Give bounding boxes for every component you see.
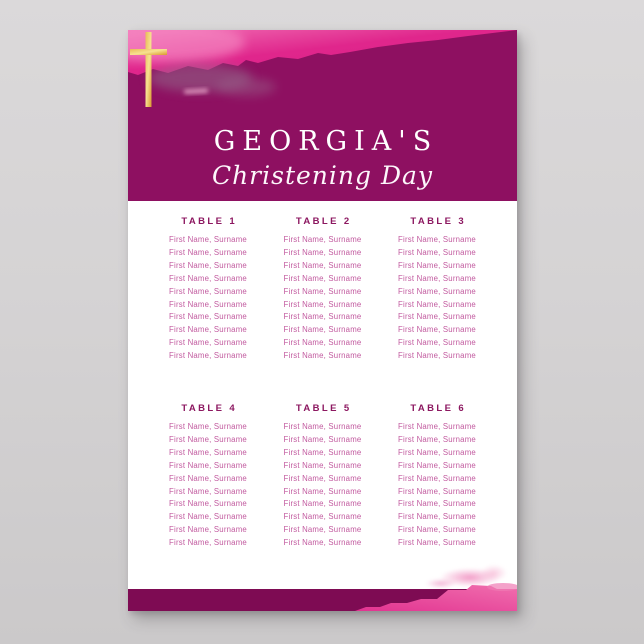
guest-entry: First Name, Surname: [169, 486, 247, 496]
guest-entry: First Name, Surname: [283, 538, 362, 548]
guest-entry: First Name, Surname: [283, 312, 362, 322]
guest-entry: First Name, Surname: [398, 422, 476, 431]
guest-entry: First Name, Surname: [398, 460, 476, 470]
christening-seating-poster: [128, 30, 517, 611]
guest-entry: First Name, Surname: [283, 447, 362, 457]
guest-entry: First Name, Surname: [283, 525, 362, 535]
guest-entry: First Name, Surname: [398, 447, 476, 457]
guest-entry: First Name, Surname: [398, 338, 476, 348]
guest-entry: First Name, Surname: [398, 235, 476, 244]
poster-subtitle: Christening Day: [211, 161, 434, 190]
guest-entry: First Name, Surname: [398, 525, 476, 535]
guest-entry: First Name, Surname: [283, 235, 362, 244]
guest-entry: First Name, Surname: [398, 512, 476, 522]
guest-entry: First Name, Surname: [283, 512, 362, 522]
guest-entry: First Name, Surname: [283, 260, 362, 270]
guest-entry: First Name, Surname: [398, 499, 476, 509]
table-label: TABLE 2: [295, 216, 352, 227]
guest-entry: First Name, Surname: [398, 312, 476, 322]
guest-entry: First Name, Surname: [398, 299, 476, 309]
footer-band: [128, 577, 517, 611]
guest-entry: First Name, Surname: [169, 460, 247, 470]
guest-entry: First Name, Surname: [169, 325, 247, 335]
guest-entry: First Name, Surname: [169, 512, 247, 522]
guest-entry: First Name, Surname: [169, 525, 247, 535]
guest-entry: First Name, Surname: [169, 473, 247, 483]
table-label: TABLE 1: [181, 216, 238, 227]
cross-icon: [128, 30, 169, 108]
table-label: TABLE 6: [410, 403, 467, 414]
guest-list: [381, 234, 493, 363]
guest-entry: First Name, Surname: [398, 351, 476, 361]
table-column: [267, 216, 379, 363]
guest-entry: First Name, Surname: [169, 312, 247, 322]
guest-entry: First Name, Surname: [283, 460, 362, 470]
guest-entry: First Name, Surname: [283, 325, 362, 335]
guest-entry: First Name, Surname: [283, 286, 362, 296]
table-column: [152, 403, 264, 550]
guest-entry: First Name, Surname: [283, 434, 362, 444]
guest-list: [381, 421, 493, 550]
guest-list: [267, 421, 379, 550]
guest-entry: First Name, Surname: [398, 486, 476, 496]
guest-entry: First Name, Surname: [169, 447, 247, 457]
guest-entry: First Name, Surname: [283, 338, 362, 348]
guest-entry: First Name, Surname: [169, 247, 247, 257]
guest-list: [152, 234, 264, 363]
guest-entry: First Name, Surname: [169, 422, 247, 431]
table-column: [152, 216, 264, 363]
guest-list: [267, 234, 379, 363]
guest-entry: First Name, Surname: [169, 273, 247, 283]
guest-entry: First Name, Surname: [169, 538, 247, 548]
guest-entry: First Name, Surname: [398, 247, 476, 257]
guest-entry: First Name, Surname: [169, 499, 247, 509]
guest-entry: First Name, Surname: [398, 260, 476, 270]
guest-entry: First Name, Surname: [169, 338, 247, 348]
guest-entry: First Name, Surname: [169, 351, 247, 361]
table-column: [381, 216, 493, 363]
guest-entry: First Name, Surname: [283, 273, 362, 283]
guest-entry: First Name, Surname: [283, 247, 362, 257]
guest-entry: First Name, Surname: [169, 235, 247, 244]
guest-entry: First Name, Surname: [398, 273, 476, 283]
table-column: [267, 403, 379, 550]
guest-entry: First Name, Surname: [398, 325, 476, 335]
guest-entry: First Name, Surname: [283, 486, 362, 496]
guest-entry: First Name, Surname: [169, 260, 247, 270]
seating-section-1: [128, 216, 517, 363]
table-label: TABLE 4: [181, 403, 238, 414]
guest-entry: First Name, Surname: [283, 422, 362, 431]
guest-list: [152, 421, 264, 550]
poster-title: GEORGIA'S: [213, 126, 439, 157]
seating-section-2: [128, 403, 517, 550]
guest-entry: First Name, Surname: [283, 473, 362, 483]
table-label: TABLE 3: [410, 216, 467, 227]
guest-entry: First Name, Surname: [169, 299, 247, 309]
guest-entry: First Name, Surname: [398, 473, 476, 483]
guest-entry: First Name, Surname: [283, 299, 362, 309]
guest-entry: First Name, Surname: [398, 538, 476, 548]
guest-entry: First Name, Surname: [398, 286, 476, 296]
table-label: TABLE 5: [295, 403, 352, 414]
guest-entry: First Name, Surname: [169, 286, 247, 296]
guest-entry: First Name, Surname: [283, 351, 362, 361]
watercolor-wash-bottom: [128, 577, 517, 611]
header-band: [128, 30, 517, 201]
table-column: [381, 403, 493, 550]
guest-entry: First Name, Surname: [398, 434, 476, 444]
guest-entry: First Name, Surname: [169, 434, 247, 444]
guest-entry: First Name, Surname: [283, 499, 362, 509]
